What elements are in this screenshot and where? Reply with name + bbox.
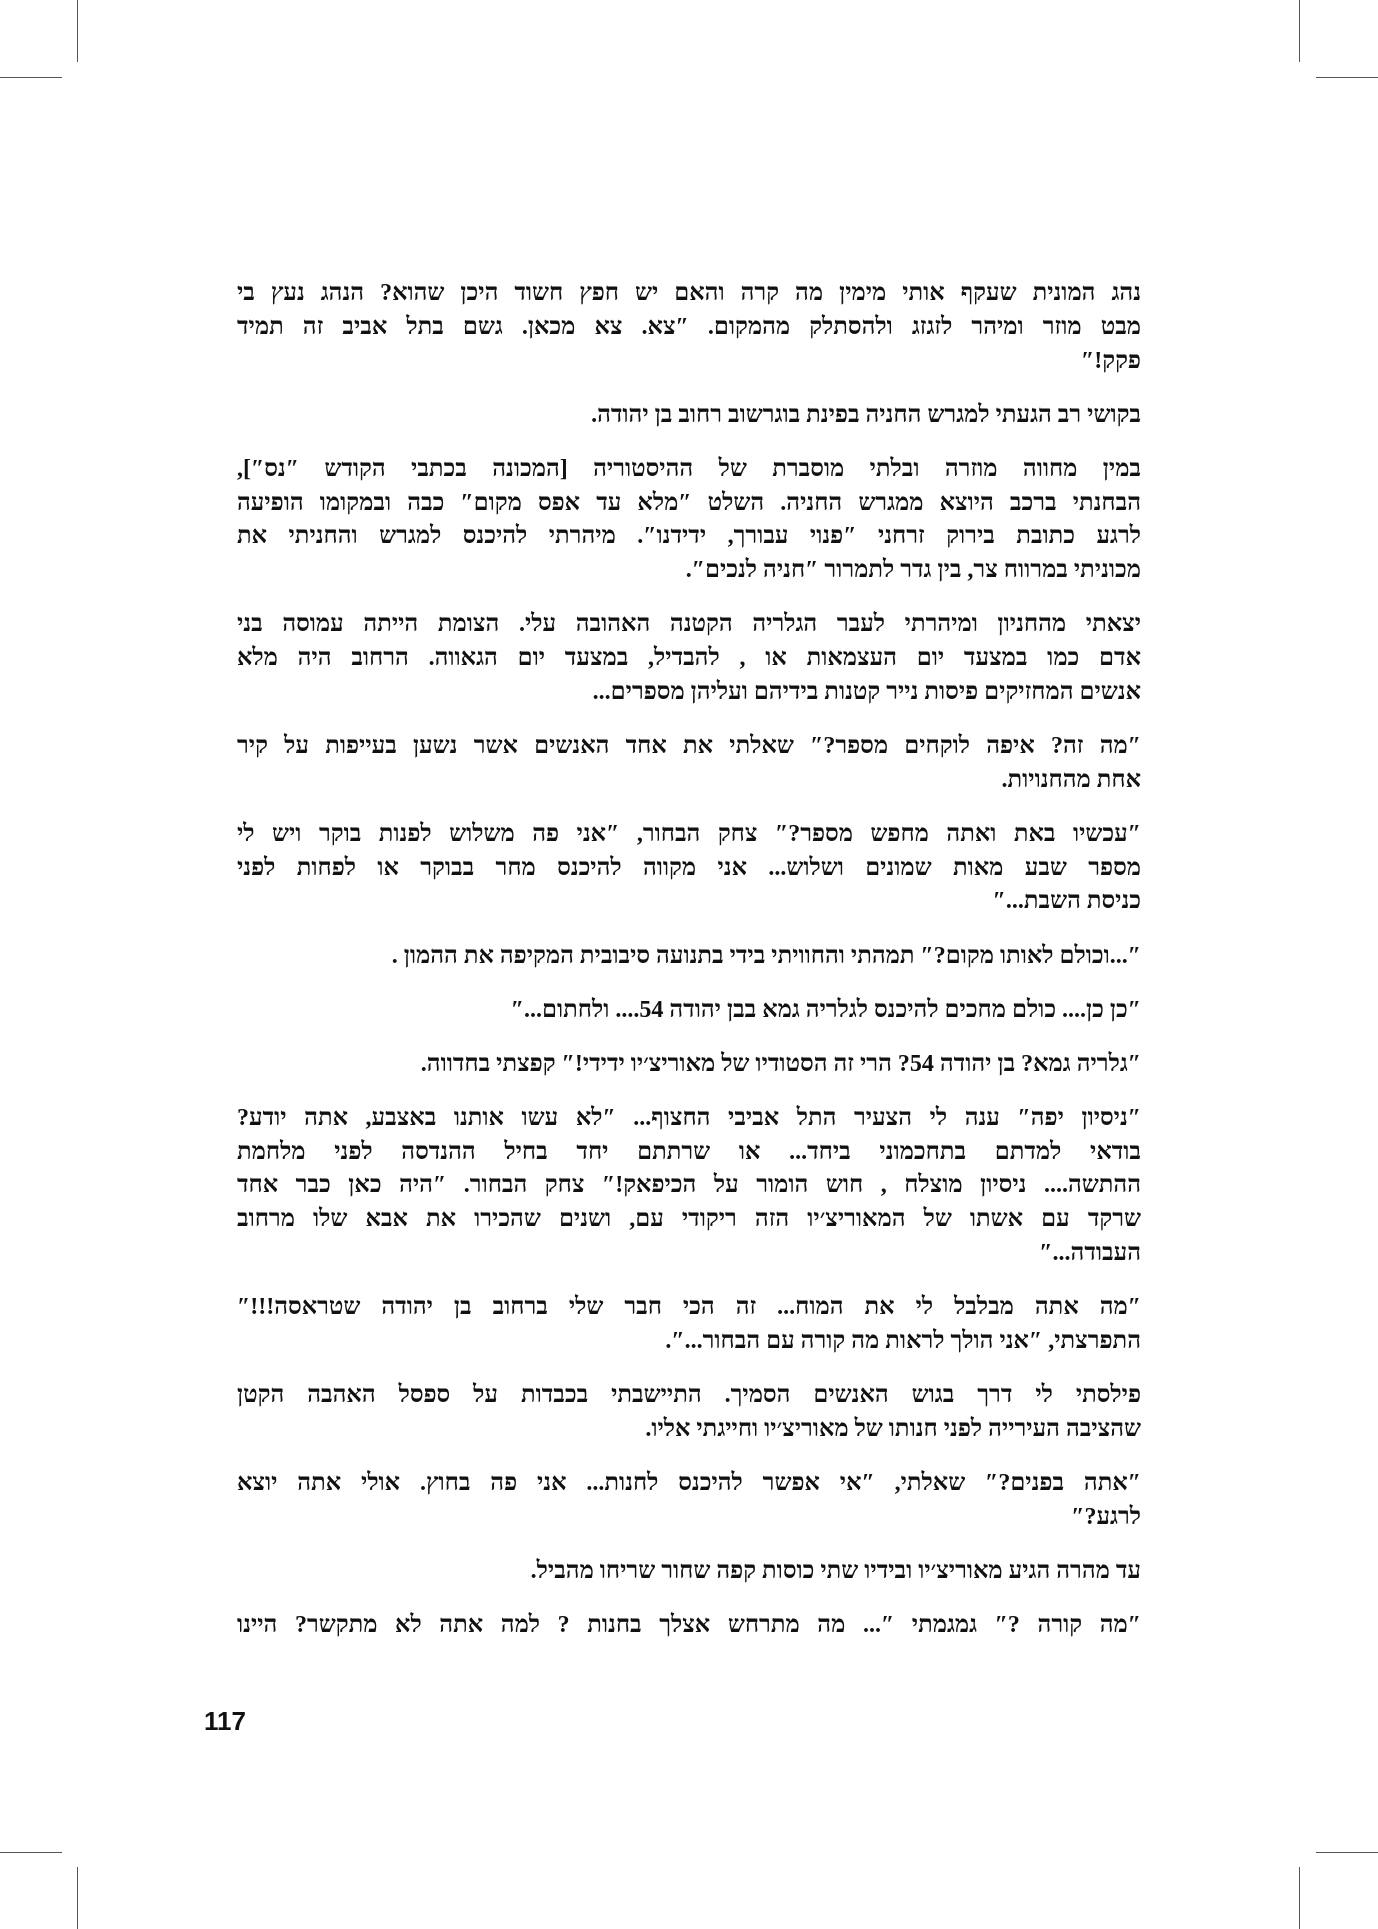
text-line-content: ″מה קורה ?″ גמגמתי ″... מה מתרחש אצלך בחנות ? למה אתה לא מתקשר? היינו [237, 1611, 1141, 1638]
text-line [237, 940, 1141, 974]
text-line [237, 1555, 1141, 1589]
text-line [237, 1379, 1141, 1413]
crop-mark-top-right-horizontal [1316, 77, 1378, 78]
text-line-content: יצאתי מהחניון ומיהרתי לעבר הגלריה הקטנה האהובה עלי. הצומת הייתה עמוסה בני [237, 611, 1141, 638]
text-line-content: פילסתי לי דרך בגוש האנשים הסמיך. התיישבתי בכבדות על ספסל האהבה הקטן [237, 1381, 1141, 1408]
text-line [237, 311, 1141, 345]
text-line-content: נהג המונית שעקף אותי מימין מה קרה והאם יש חפץ חשוד היכן שהוא? הנהג נעץ בי [237, 280, 1141, 306]
text-line-content: בקושי רב הגעתי למגרש החניה בפינת בוגרשוב רחוב בן יהודה. [591, 401, 1141, 428]
text-line-content: כניסת השבת...″ [992, 888, 1141, 915]
paragraph [237, 730, 1141, 798]
paragraph [237, 1467, 1141, 1535]
page-number: 117 [204, 1706, 246, 1736]
crop-mark-bottom-left-vertical [77, 1867, 78, 1929]
crop-mark-bottom-right-horizontal [1316, 1852, 1378, 1853]
text-line [237, 885, 1141, 919]
text-line-content: עד מהרה הגיע מאוריצ׳יו ובידיו שתי כוסות קפה שחור שריחו מהביל. [530, 1557, 1141, 1584]
text-line-content: העבודה...″ [1039, 1240, 1141, 1266]
text-line [237, 852, 1141, 886]
text-line-content: התפרצתי, ″אני הולך לראות מה קורה עם הבחור...″. [665, 1327, 1141, 1354]
text-line-content: ההתשה.... ניסיון מוצלח , חוש הומור על הכיפאק!″ צחק הבחור. ″היה כאן כבר אחד [237, 1172, 1141, 1199]
paragraph [237, 994, 1141, 1028]
paragraph [237, 399, 1141, 433]
text-line-content: שהציבה העירייה לפני חנותו של מאוריצ׳יו וחייגתי אליו. [645, 1415, 1141, 1442]
text-line [237, 277, 1141, 311]
crop-mark-top-right-vertical [1299, 0, 1300, 62]
text-line-content: לרגע כתובת בירוק זרחני ″פנוי עבורך, ידידנו″. מיהרתי להיכנס למגרש והחניתי את [237, 523, 1141, 550]
text-line-content: בודאי למדתם בתחכמוני ביחד... או שרתתם יחד בחיל ההנדסה לפני מלחמת [237, 1138, 1141, 1165]
crop-mark-top-left-vertical [77, 0, 78, 62]
crop-mark-bottom-left-horizontal [0, 1852, 62, 1853]
text-line [237, 730, 1141, 764]
text-line-content: אנשים המחזיקים פיסות נייר קטנות בידיהם ועליהן מספרים... [592, 678, 1141, 705]
text-line-content: ″...וכולם לאותו מקום?″ תמהתי והחוויתי בידי בתנועה סיבובית המקיפה את ההמון . [391, 942, 1141, 969]
text-line-content: מבט מוזר ומיהר לזגזג ולהסתלק מהמקום. ″צא. צא מכאן. גשם בתל אביב זה תמיד [237, 313, 1141, 340]
text-line-content: ″עכשיו באת ואתה מחפש מספר?″ צחק הבחור, ″אני פה משלוש לפנות בוקר ויש לי [237, 820, 1141, 847]
text-line-content: ″מה אתה מבלבל לי את המוח... זה הכי חבר שלי ברחוב בן יהודה שטראסה!!!″ [237, 1294, 1141, 1321]
paragraph [237, 1291, 1141, 1359]
text-line [237, 608, 1141, 642]
crop-mark-bottom-right-vertical [1299, 1867, 1300, 1929]
text-line [237, 642, 1141, 676]
text-line [237, 764, 1141, 798]
paragraph [237, 1609, 1141, 1643]
text-line-content: ″ניסיון יפה″ ענה לי הצעיר התל אביבי החצוף... ″לא עשו אותנו באצבע, אתה יודע? [237, 1104, 1141, 1131]
paragraph [237, 453, 1141, 588]
text-line-content: לרגע?″ [1071, 1503, 1141, 1530]
paragraph [237, 940, 1141, 974]
text-line [237, 345, 1141, 379]
paragraph [237, 818, 1141, 919]
paragraph [237, 1048, 1141, 1082]
paragraph [237, 1102, 1141, 1271]
text-line [237, 994, 1141, 1028]
text-line [237, 1609, 1141, 1643]
paragraph [237, 277, 1141, 378]
text-line [237, 1048, 1141, 1082]
paragraph [237, 608, 1141, 709]
text-line-content: ″אתה בפנים?″ שאלתי, ″אי אפשר להיכנס לחנות... אני פה בחוץ. אולי אתה יוצא [237, 1469, 1141, 1496]
text-line [237, 1237, 1141, 1271]
paragraph [237, 1555, 1141, 1589]
text-line-content: פקק!″ [1081, 347, 1141, 374]
text-line-content: מכוניתי במרווח צר, בין גדר לתמרור ″חניה לנכים″. [685, 557, 1141, 584]
text-line [237, 1136, 1141, 1170]
text-line [237, 520, 1141, 554]
text-line-content: שרקד עם אשתו של המאוריצ׳יו הזה ריקודי עם, ושנים שהכירו את אבא שלו מרחוב [237, 1206, 1141, 1233]
text-line-content: מספר שבע מאות שמונים ושלוש... אני מקווה להיכנס מחר בבוקר או לפחות לפני [237, 854, 1141, 881]
page-body-text [237, 277, 1141, 1663]
text-line [237, 1467, 1141, 1501]
text-line-content: אחת מהחנויות. [1001, 766, 1141, 793]
text-line [237, 453, 1141, 487]
crop-mark-top-left-horizontal [0, 77, 62, 78]
text-line [237, 818, 1141, 852]
text-line-content: במין מחווה מוזרה ובלתי מוסברת של ההיסטוריה [המכונה בכתבי הקודש ″נס″], [237, 455, 1141, 482]
text-line-content: אדם כמו במצעד יום העצמאות או , להבדיל, במצעד יום הגאווה. הרחוב היה מלא [237, 645, 1141, 672]
text-line [237, 1413, 1141, 1447]
text-line [237, 1325, 1141, 1359]
text-line [237, 676, 1141, 710]
text-line [237, 1102, 1141, 1136]
text-line-content: ″מה זה? איפה לוקחים מספר?″ שאלתי את אחד האנשים אשר נשען בעייפות על קיר [237, 732, 1141, 759]
text-line [237, 1203, 1141, 1237]
text-line-content: ″כן כן.... כולם מחכים להיכנס לגלריה גמא בבן יהודה 54.... ולחתום...″ [510, 996, 1141, 1023]
text-line [237, 399, 1141, 433]
text-line-content: הבחנתי ברכב היוצא ממגרש החניה. השלט ″מלא עד אפס מקום″ כבה ובמקומו הופיעה [237, 489, 1141, 516]
text-line [237, 554, 1141, 588]
text-line [237, 1169, 1141, 1203]
paragraph [237, 1379, 1141, 1447]
text-line [237, 1291, 1141, 1325]
text-line [237, 1501, 1141, 1535]
text-line-content: ″גלריה גמא? בן יהודה 54? הרי זה הסטודיו של מאוריצ׳יו ידידי!″ קפצתי בחדווה. [420, 1050, 1141, 1077]
text-line [237, 487, 1141, 521]
